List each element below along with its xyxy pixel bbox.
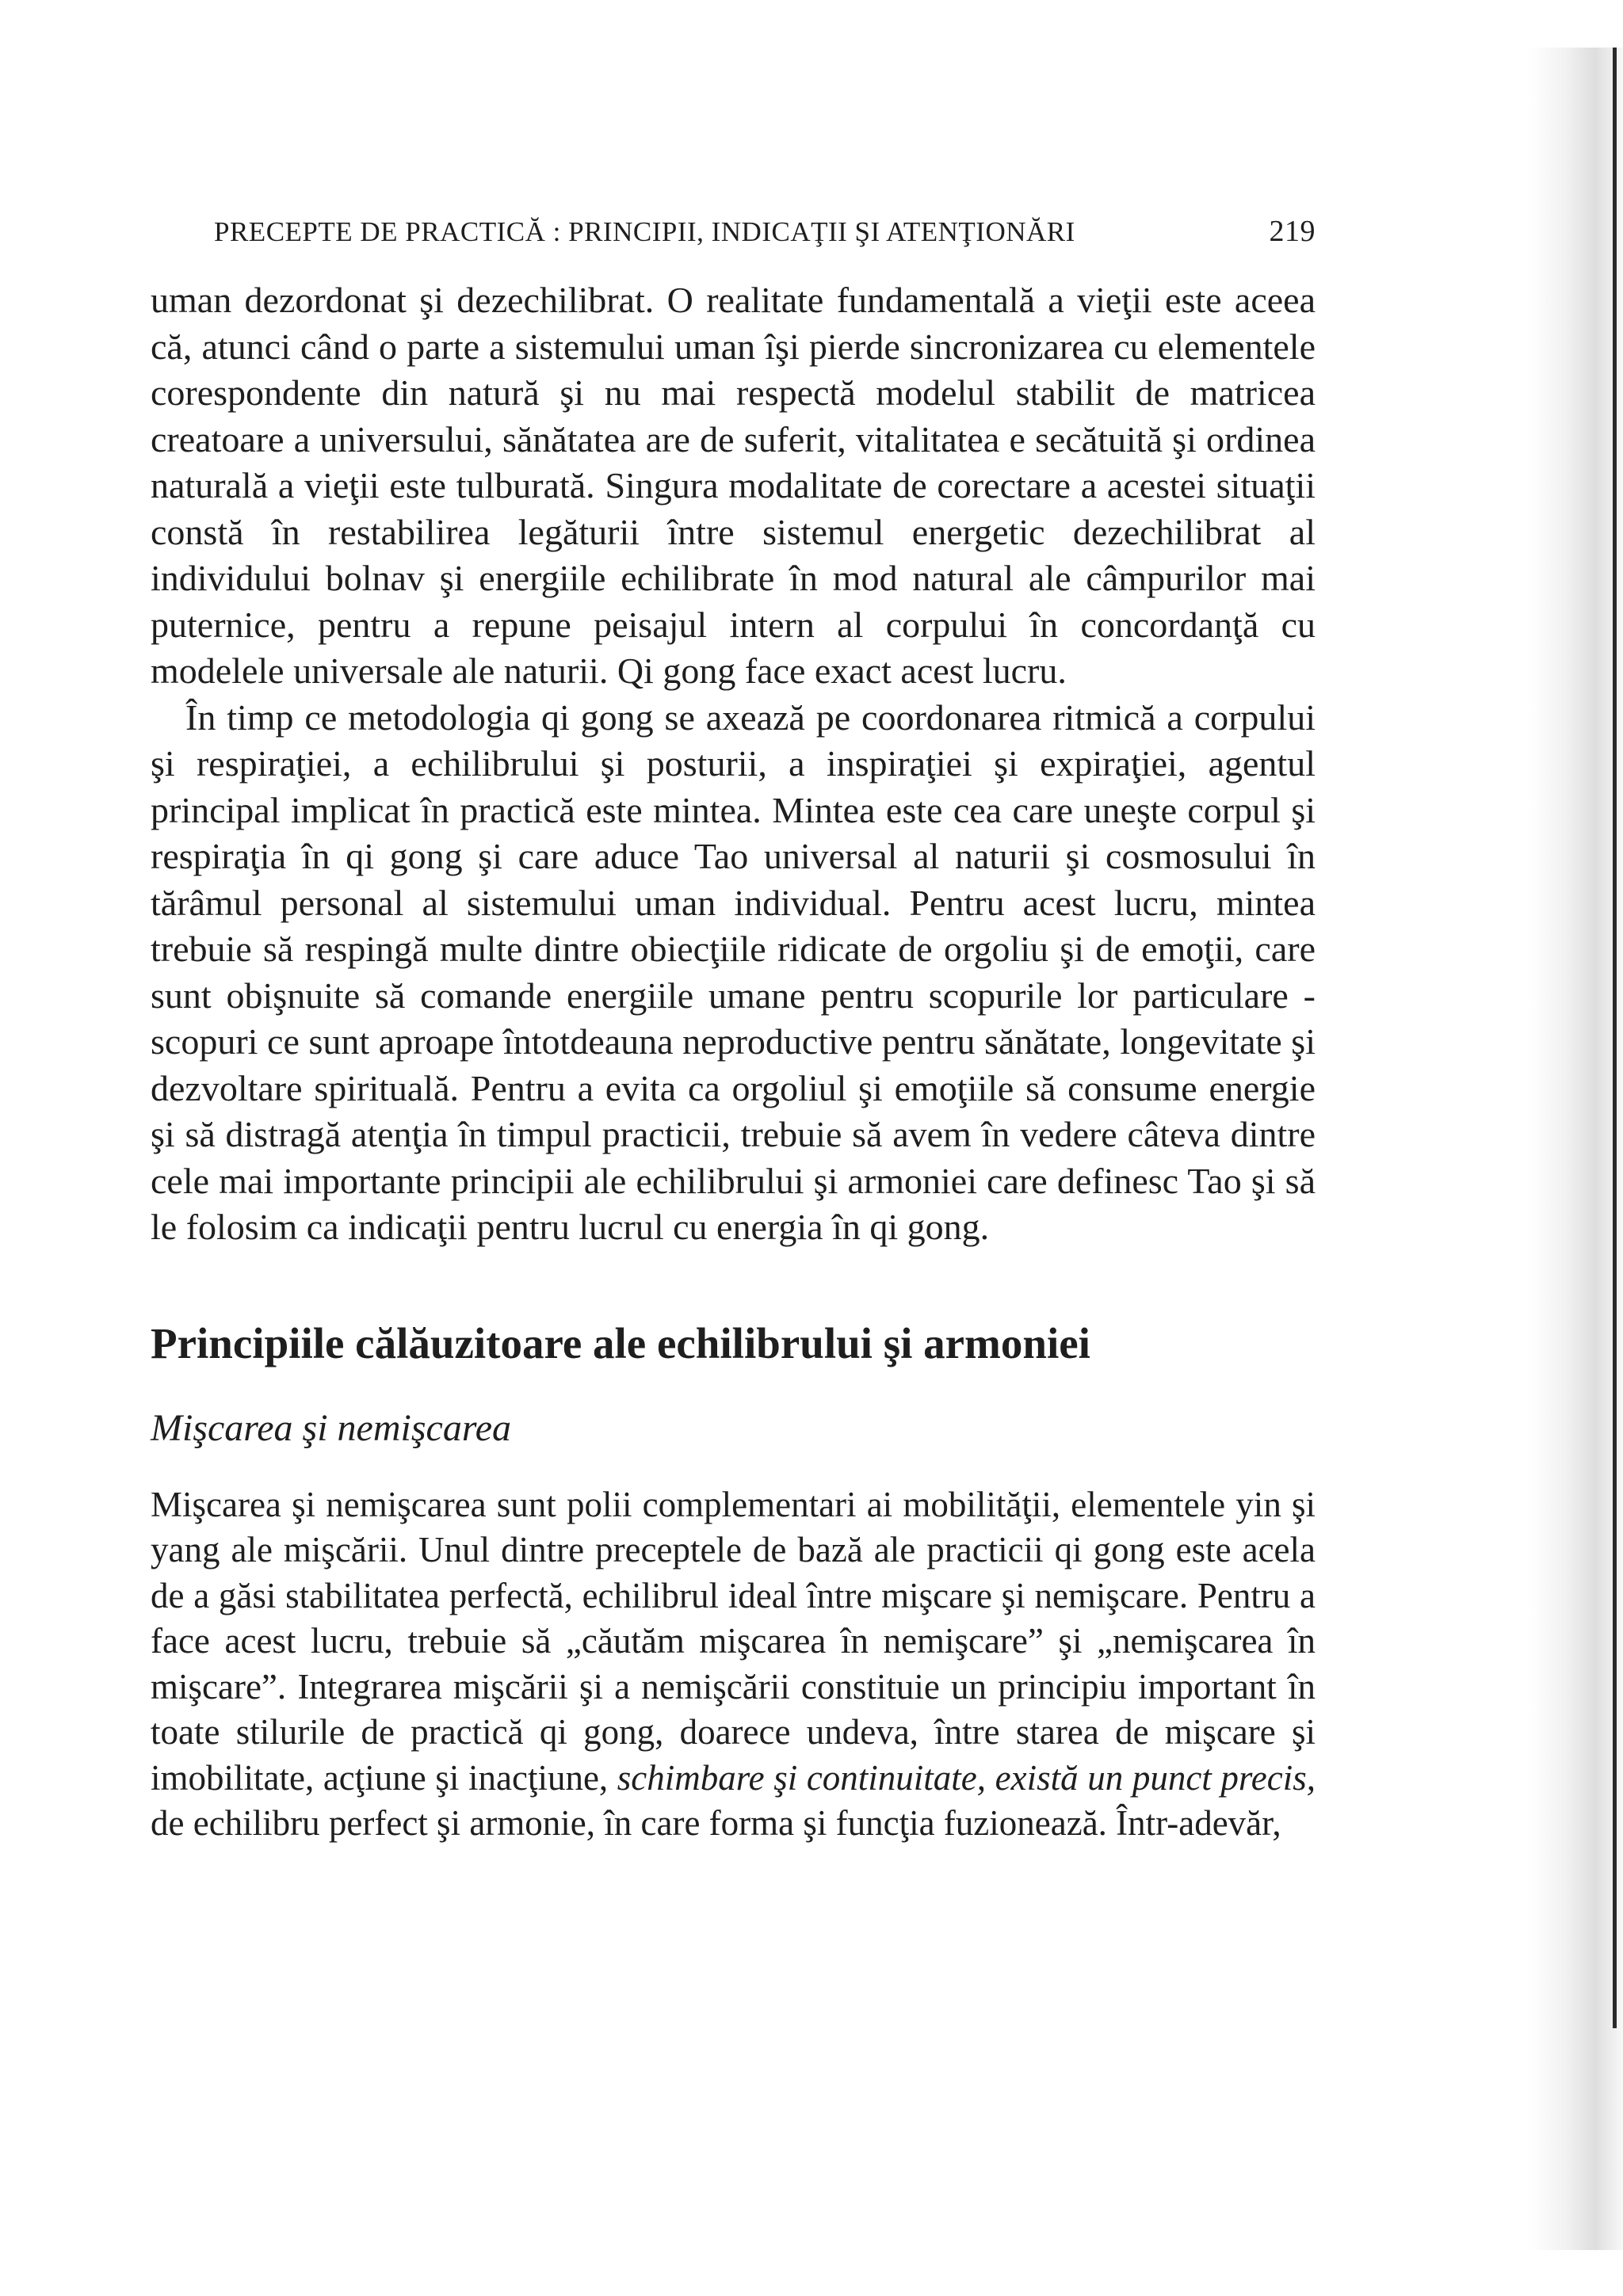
paragraph-1: uman dezordonat şi dezechilibrat. O realitate fundamentală a vieţii este aceea că, atunci când o parte a sistemului uman îşi pierde sincronizarea cu elementele corespondente din natură şi nu mai respectă modelul stabilit de matricea creatoare a universului, sănătatea are de suferit, vitalitatea e secătuită şi ordinea naturală a vieţii este tulburată. Singura modalitate de corectare a acestei situaţii constă în restabilirea legăturii între sistemul energetic dezechilibrat al individului bolnav şi energiile echilibrate în mod natural ale câmpurilor mai puternice, pentru a repune peisajul intern al corpului în concordanţă cu modelele universale ale naturii. Qi gong face exact acest lucru. [151, 280, 1316, 691]
running-title: PRECEPTE DE PRACTICĂ : PRINCIPII, INDICAŢII ŞI ATENŢIONĂRI [214, 216, 1075, 247]
section-text-part-1: Mişcarea şi nemişcarea sunt polii complementari ai mobilităţii, elementele yin şi yang ale mişcării. Unul dintre preceptele de bază ale practicii qi gong este acela de a găsi stabilitatea perfectă, echilibrul ideal între mişcare şi nemişcare. Pentru a face acest lucru, trebuie să „căutăm mişcarea în nemişcare” şi „nemişcarea în mişcare”. Integrarea mişcării şi a nemişcării constituie un principiu important în toate stilurile de practică qi gong, doarece undeva, între starea de mişcare şi imobilitate, acţiune şi inacţiune, [151, 1484, 1316, 1798]
running-header [214, 214, 1316, 249]
paragraph-2: În timp ce metodologia qi gong se axează pe coordonarea ritmică a corpului şi respiraţiei, a echilibrului şi posturii, a inspiraţiei şi expiraţiei, agentul principal implicat în practică este mintea. Mintea este cea care uneşte corpul şi respiraţia în qi gong şi care aduce Tao universal al naturii şi cosmosului în tărâmul personal al sistemului uman individual. Pentru acest lucru, mintea trebuie să respingă multe dintre obiecţiile ridicate de orgoliu şi de emoţii, care sunt obişnuite să comande energiile umane pentru scopurile lor particulare - scopuri ce sunt aproape întotdeauna neproductive pentru sănătate, longevitate şi dezvoltare spirituală. Pentru a evita ca orgoliul şi emoţiile să consume energie şi să distragă atenţia în timpul practicii, trebuie să avem în vedere câteva dintre cele mai importante principii ale echilibrului şi armoniei care definesc Tao şi să le folosim ca indicaţii pentru lucrul cu energia în qi gong. [151, 696, 1316, 1247]
section-paragraph [151, 1482, 1316, 1847]
scan-edge-line [1613, 48, 1617, 2028]
book-page [151, 214, 1316, 1847]
section-text-italic: schimbare şi continuitate, există un punct precis, [617, 1757, 1316, 1798]
section-heading: Principiile călăuzitoare ale echilibrului şi armoniei [151, 1318, 1090, 1367]
page-number: 219 [1269, 215, 1316, 248]
scan-edge-shadow [1529, 48, 1623, 2250]
body-text [151, 277, 1316, 1251]
section-text-part-2: de echilibru perfect şi armonie, în care forma şi funcţia fuzionează. Într-adevăr, [151, 1803, 1281, 1843]
subsection-heading: Mişcarea şi nemişcarea [151, 1406, 512, 1449]
